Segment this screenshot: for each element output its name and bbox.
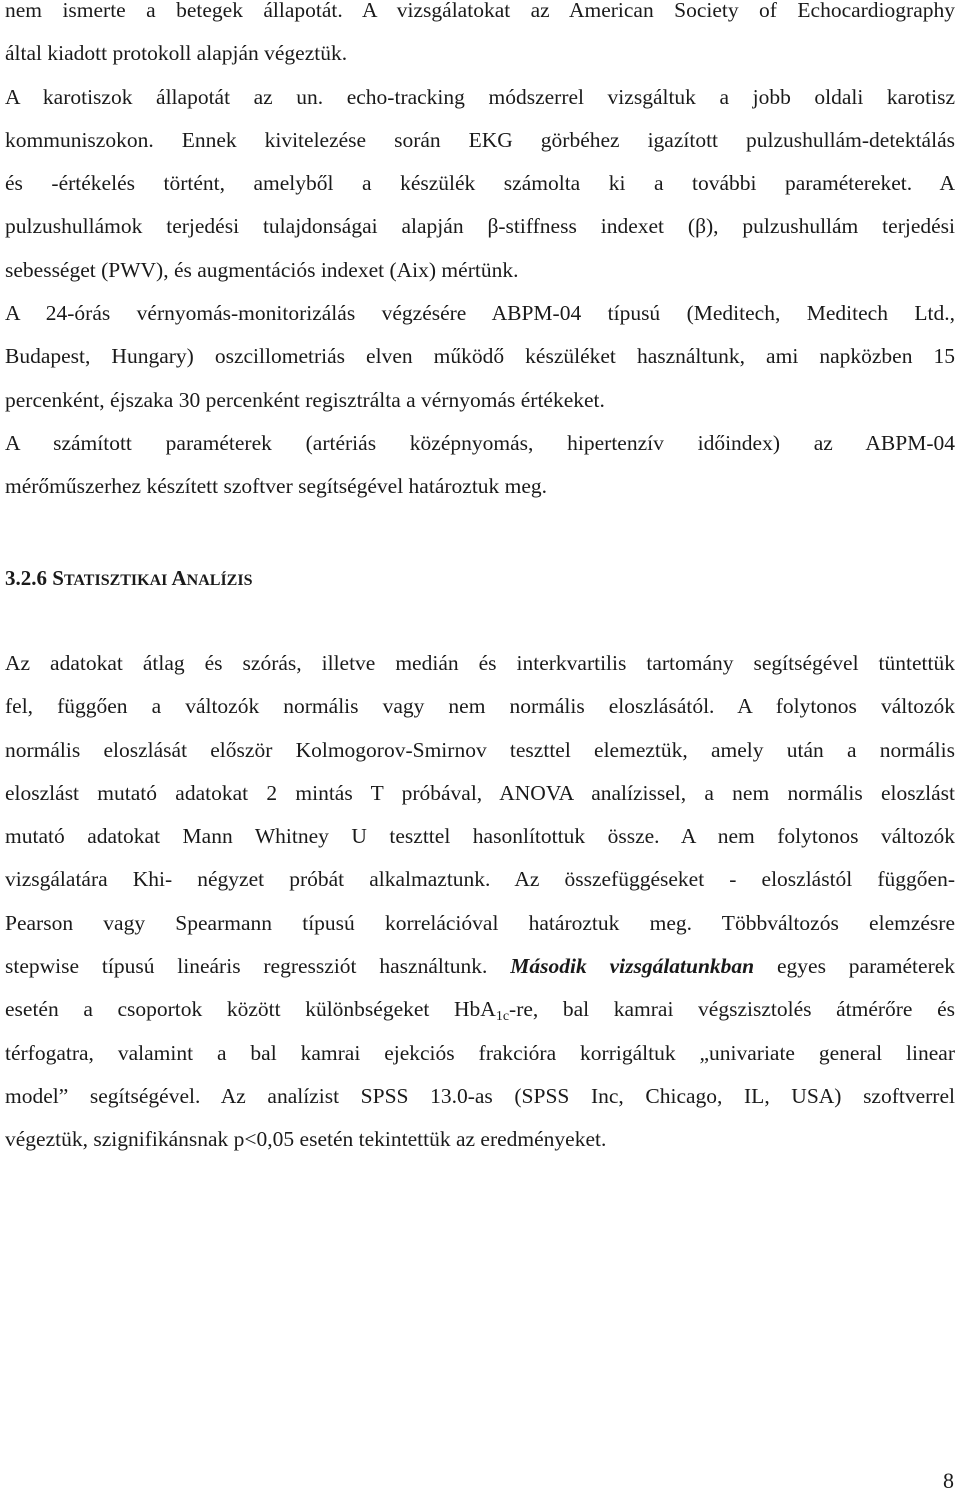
section-heading — [5, 565, 252, 594]
heading-rest: TATISZTIKAI — [63, 572, 168, 589]
text-line: model” segítségével. Az analízist SPSS 13.0-as (SPSS Inc, Chicago, IL, USA) szoftverrel — [5, 1083, 955, 1108]
text-line: normális eloszlását először Kolmogorov-Smirnov teszttel elemeztük, amely után a normális — [5, 737, 955, 762]
heading-rest: NALÍZIS — [186, 572, 253, 589]
text-line: A 24-órás vérnyomás-monitorizálás végzésére ABPM-04 típusú (Meditech, Meditech Ltd., — [5, 301, 955, 326]
text-line: Budapest, Hungary) oszcillometriás elven működő készüléket használtunk, ami napközben 15 — [5, 344, 955, 369]
heading-initial: S — [52, 566, 64, 590]
methods-paragraph-echo-abpm — [5, 0, 955, 509]
text-line: Az adatokat átlag és szórás, illetve medián és interkvartilis tartomány segítségével tüntettük — [5, 651, 955, 675]
text-line: és -értékelés történt, amelyből a készülék számolta ki a további paramétereket. A — [5, 171, 955, 196]
text-line: végeztük, szignifikánsnak p<0,05 esetén tekintettük az eredményeket. — [5, 1127, 607, 1152]
emphasis-text: Második vizsgálatunkban — [510, 954, 755, 979]
text-line: pulzushullámok terjedési tulajdonságai alapján β-stiffness indexet (β), pulzushullám terjedési — [5, 214, 955, 239]
text-line: A karotiszok állapotát az un. echo-tracking módszerrel vizsgáltuk a jobb oldali karotisz — [5, 84, 955, 109]
text-line: mérőműszerhez készített szoftver segítségével határoztuk meg. — [5, 474, 548, 499]
text-segment: esetén a csoportok között különbségeket HbA — [5, 997, 496, 1022]
section-number: 3.2.6 — [5, 566, 47, 590]
text-line: eloszlást mutató adatokat 2 mintás T próbával, ANOVA analízissel, a nem normális eloszlást — [5, 780, 955, 805]
text-segment: egyes paraméterek — [777, 954, 956, 979]
text-line-with-subscript — [5, 988, 955, 1031]
text-line-with-emphasis — [5, 945, 955, 988]
subscript: 1c — [495, 1009, 510, 1025]
statistics-paragraph — [5, 642, 955, 1162]
text-line: A számított paraméterek (artériás középnyomás, hipertenzív időindex) az ABPM-04 — [5, 430, 955, 455]
text-line: mutató adatokat Mann Whitney U teszttel hasonlítottuk össze. A nem folytonos változók — [5, 824, 955, 849]
text-segment: -re, bal kamrai végszisztolés átmérőre és — [509, 997, 955, 1022]
text-line: térfogatra, valamint a bal kamrai ejekciós frakcióra korrigáltuk „univariate general linear — [5, 1040, 955, 1065]
text-line: sebességet (PWV), és augmentációs indexet (Aix) mértünk. — [5, 257, 519, 282]
text-line: Pearson vagy Spearmann típusú korrelációval határoztuk meg. Többváltozós elemzésre — [5, 910, 955, 935]
page-number: 8 — [943, 1468, 954, 1493]
text-line: vizsgálatára Khi- négyzet próbát alkalmaztunk. Az összefüggéseket - eloszlástól függően- — [5, 867, 955, 892]
heading-initial: A — [171, 566, 187, 590]
text-line: nem ismerte a betegek állapotát. A vizsgálatokat az American Society of Echocardiography — [5, 0, 955, 22]
text-segment: stepwise típusú lineáris regressziót használtunk. — [5, 954, 488, 979]
text-line: fel, függően a változók normális vagy nem normális eloszlásától. A folytonos változók — [5, 694, 955, 719]
text-line: percenként, éjszaka 30 percenként regisztrálta a vérnyomás értékeket. — [5, 387, 605, 412]
text-line: kommuniszokon. Ennek kivitelezése során EKG görbéhez igazított pulzushullám-detektálás — [5, 127, 955, 152]
text-line: által kiadott protokoll alapján végeztük. — [5, 41, 348, 66]
